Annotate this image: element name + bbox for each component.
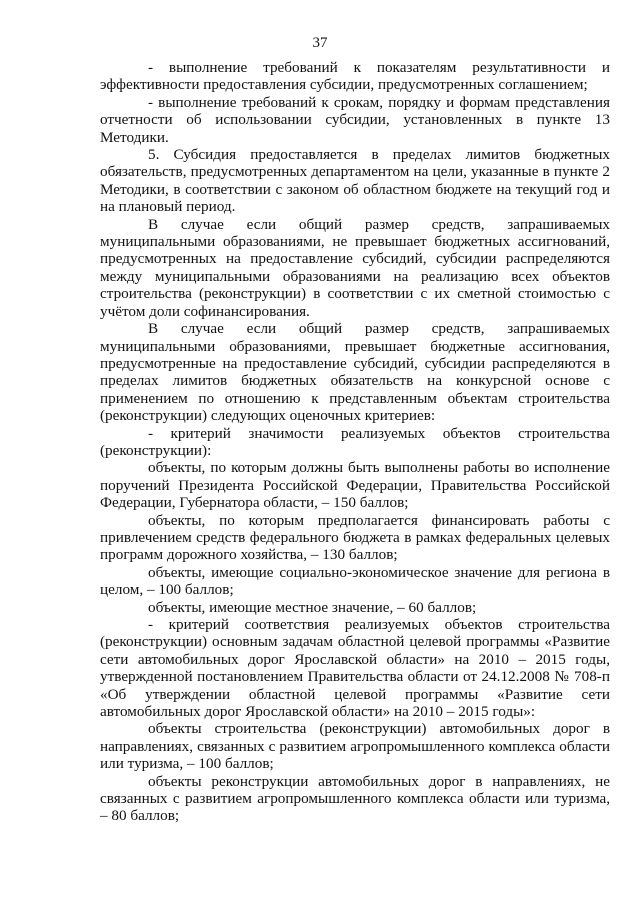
paragraph: 5. Субсидия предоставляется в пределах лимитов бюджетных обязательств, предусмотренных департаментом на цели, указанные в пункте 2 Методики, в соответствии с законом об областном бюджете на текущий год и на плановый период. [100,146,610,216]
page-number: 37 [312,35,328,51]
paragraph: объекты, по которым должны быть выполнены работы во исполнение поручений Президента Российской Федерации, Правительства Российской Федерации, Губернатора области, – 150 баллов; [100,459,610,512]
paragraph: В случае если общий размер средств, запрашиваемых муниципальными образованиями, превышает бюджетные ассигнования, предусмотренные на предоставление субсидий, субсидии распределяются в пределах лимитов бюджетных обязательств на конкурсной основе с применением по отношению к представленным объектам строительства (реконструкции) следующих оценочных критериев: [100,320,610,425]
paragraph: объекты реконструкции автомобильных дорог в направлениях, не связанных с развитием агропромышленного комплекса области или туризма, – 80 баллов; [100,772,610,825]
paragraph: объекты строительства (реконструкции) автомобильных дорог в направлениях, связанных с развитием агропромышленного комплекса области или туризма, – 100 баллов; [100,720,610,773]
paragraph: В случае если общий размер средств, запрашиваемых муниципальными образованиями, не превышает бюджетных ассигнований, предусмотренных на предоставление субсидий, субсидии распределяются между муниципальными образованиями на реализацию всех объектов строительства (реконструкции) в соответствии с их сметной стоимостью с учётом доли софинансирования. [100,215,610,320]
paragraph: - выполнение требований к срокам, порядку и формам представления отчетности об использовании субсидии, установленных в пункте 13 Методики. [100,93,610,146]
document-body [100,59,610,825]
paragraph: объекты, имеющие социально-экономическое значение для региона в целом, – 100 баллов; [100,563,610,599]
paragraph: объекты, имеющие местное значение, – 60 баллов; [148,598,477,616]
paragraph: - выполнение требований к показателям результативности и эффективности предоставления субсидии, предусмотренных соглашением; [100,59,610,94]
paragraph: - критерий соответствия реализуемых объектов строительства (реконструкции) основным задачам областной целевой программы «Развитие сети автомобильных дорог Ярославской области» на 2010 – 2015 годы, утвержденной постановлением Правительства области от 24.12.2008 № 708-п «Об утверждении областной целевой программы «Развитие сети автомобильных дорог Ярославской области» на 2010 – 2015 годы»: [100,616,610,721]
paragraph: - критерий значимости реализуемых объектов строительства (реконструкции): [100,424,610,459]
paragraph: объекты, по которым предполагается финансировать работы с привлечением средств федерального бюджета в рамках федеральных целевых программ дорожного хозяйства, – 130 баллов; [100,511,610,564]
